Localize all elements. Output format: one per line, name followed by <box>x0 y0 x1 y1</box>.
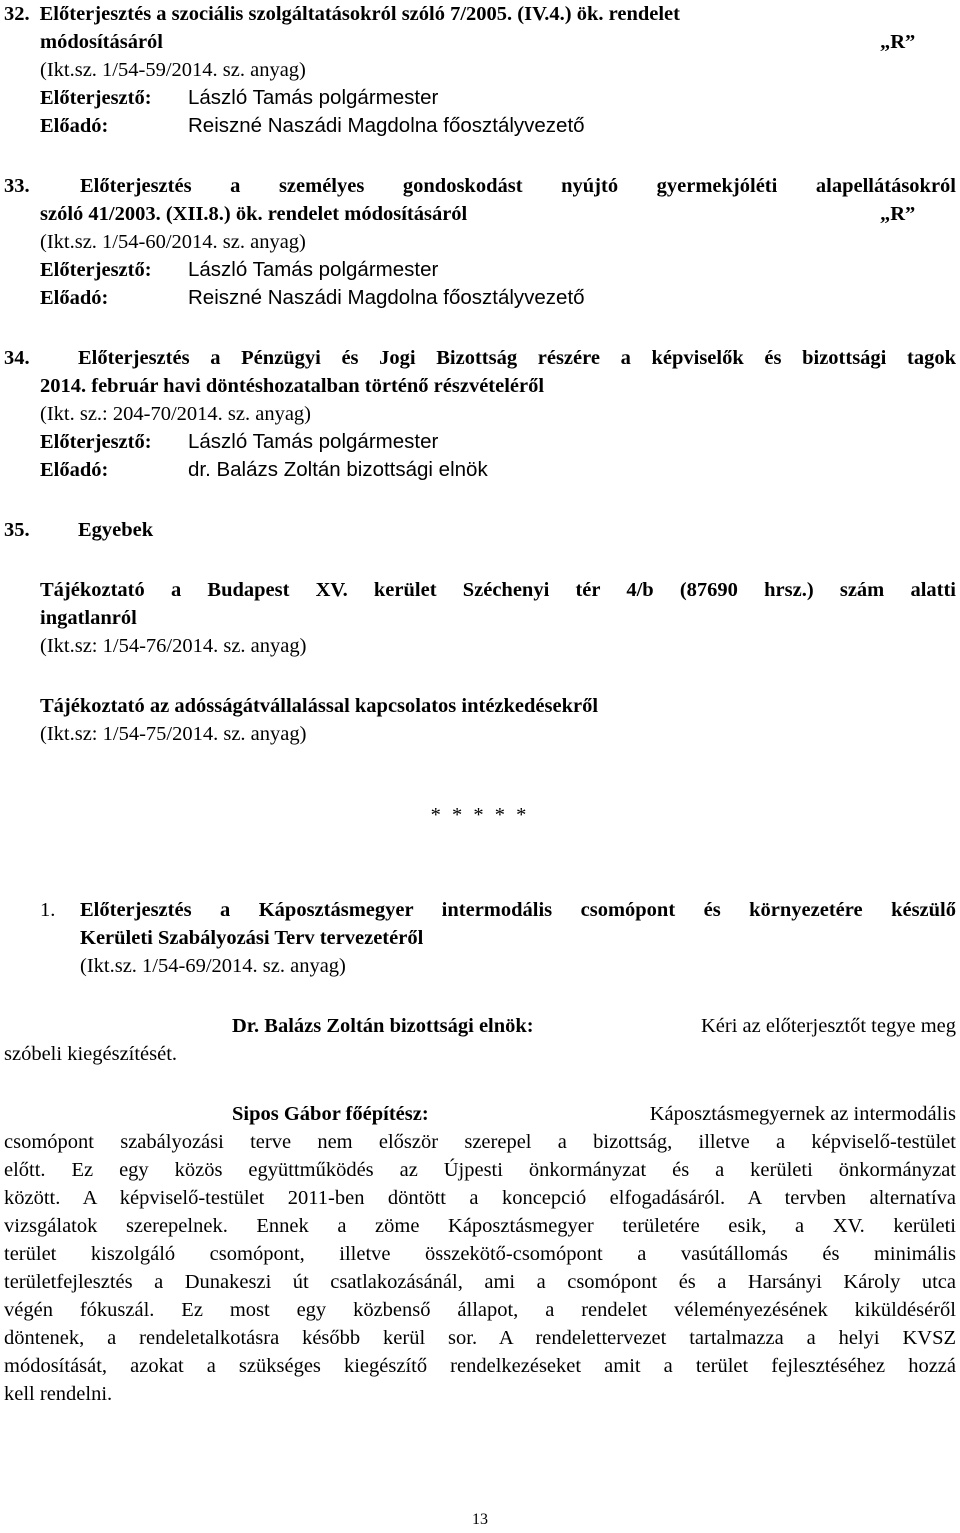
item-32-title-text: 32. <box>4 3 30 25</box>
info-2-ref: (Ikt.sz: 1/54-75/2014. sz. anyag) <box>40 723 307 745</box>
speaker-name: Reiszné Naszádi Magdolna főosztályvezető <box>188 286 585 309</box>
presenter-name: László Tamás polgármester <box>188 258 439 281</box>
speaker-name: Reiszné Naszádi Magdolna főosztályvezető <box>188 114 585 137</box>
item-33-title-line2: szóló 41/2003. (XII.8.) ök. rendelet módosításáról <box>40 203 468 225</box>
item-33-presenter <box>40 256 438 284</box>
item-32-speaker <box>40 112 585 140</box>
speech-2-body-line: vizsgálatok szerepelnek. Ennek a zöme Káposztásmegyer területére esik, a XV. kerületi <box>4 1215 956 1237</box>
section-1-number: 1. <box>40 899 56 921</box>
item-34-title-text: Előterjesztés a Pénzügyi és Jogi Bizottság részére a képviselők és bizottsági tagok <box>78 347 956 369</box>
page-number: 13 <box>472 1511 488 1528</box>
item-33-speaker <box>40 284 585 312</box>
item-34-speaker <box>40 456 488 484</box>
item-34-presenter <box>40 428 438 456</box>
item-35-title: Egyebek <box>78 519 154 541</box>
item-35-number: 35. <box>4 519 30 541</box>
section-1-title-line2: Kerületi Szabályozási Terv tervezetéről <box>80 927 424 949</box>
item-34-number: 34. <box>4 347 30 369</box>
speaker-name: dr. Balázs Zoltán bizottsági elnök <box>188 458 488 481</box>
item-32-title-line1 <box>4 0 956 28</box>
speech-1-line2: szóbeli kiegészítését. <box>4 1043 178 1065</box>
item-32-ref: (Ikt.sz. 1/54-59/2014. sz. anyag) <box>40 59 306 81</box>
item-33-mark: „R” <box>880 203 916 225</box>
item-34-title-line2: 2014. február havi döntéshozatalban történő részvételéről <box>40 375 545 397</box>
section-1-ref: (Ikt.sz. 1/54-69/2014. sz. anyag) <box>80 955 346 977</box>
speech-1-speaker: Dr. Balázs Zoltán bizottsági elnök: <box>232 1015 534 1037</box>
item-33-title-line1 <box>80 172 956 200</box>
presenter-name: László Tamás polgármester <box>188 86 439 109</box>
speech-1-text: Kéri az előterjesztőt tegye meg <box>701 1015 956 1037</box>
section-1-title-line1 <box>80 896 956 924</box>
presenter-label: Előterjesztő: <box>40 87 152 109</box>
speech-2-body-line: döntenek, a rendeletalkotásra később kerül sor. A rendelettervezet tartalmazza a helyi KVSZ <box>4 1327 956 1349</box>
speech-2-line1 <box>232 1100 956 1128</box>
item-32-title-body: Előterjesztés a szociális szolgáltatásokról szóló 7/2005. (IV.4.) ök. rendelet <box>39 3 680 25</box>
speech-1-line1 <box>232 1012 956 1040</box>
presenter-name: László Tamás polgármester <box>188 430 439 453</box>
speech-2-body-line: módosítását, azokat a szükséges kiegészítő rendelkezéseket amit a terület fejlesztéséhez hozzá <box>4 1355 956 1377</box>
speech-2-speaker: Sipos Gábor főépítész: <box>232 1103 429 1125</box>
speech-2-body-line: előtt. Ez egy közös együttműködés az Újpesti önkormányzat és a kerületi önkormányzat <box>4 1159 956 1181</box>
info-1-title-text: Tájékoztató a Budapest XV. kerület Széchenyi tér 4/b (87690 hrsz.) szám alatti <box>40 579 956 601</box>
item-33-title-text: Előterjesztés a személyes gondoskodást nyújtó gyermekjóléti alapellátásokról <box>80 175 956 197</box>
info-1-title-line1 <box>40 576 956 604</box>
item-34-ref: (Ikt. sz.: 204-70/2014. sz. anyag) <box>40 403 311 425</box>
item-32-mark: „R” <box>880 31 916 53</box>
speaker-label: Előadó: <box>40 459 109 481</box>
speech-2-text: Káposztásmegyernek az intermodális <box>649 1103 956 1125</box>
speech-2-body-line: csomópont szabályozási terve nem először szerepel a bizottság, illetve a képviselő-testület <box>4 1131 956 1153</box>
item-32-title-line2: módosításáról <box>40 31 163 53</box>
info-2-title: Tájékoztató az adósságátvállalással kapcsolatos intézkedésekről <box>40 695 599 717</box>
section-separator: * * * * * <box>430 804 530 826</box>
item-33-ref: (Ikt.sz. 1/54-60/2014. sz. anyag) <box>40 231 306 253</box>
presenter-label: Előterjesztő: <box>40 259 152 281</box>
presenter-label: Előterjesztő: <box>40 431 152 453</box>
speech-2-body-line: végén fókuszál. Ez most egy közbenső állapot, a rendelet véleményezésének kiküldéséről <box>4 1299 956 1321</box>
speech-2-body-line: között. A képviselő-testület 2011-ben döntött a koncepció elfogadásáról. A tervben alternatíva <box>4 1187 956 1209</box>
info-1-title-line2: ingatlanról <box>40 607 137 629</box>
speaker-label: Előadó: <box>40 115 109 137</box>
speaker-label: Előadó: <box>40 287 109 309</box>
speech-2-body-line: terület kiszolgáló csomópont, illetve összekötő-csomópont a vasútállomás és minimális <box>4 1243 956 1265</box>
speech-2-last-line: kell rendelni. <box>4 1383 113 1405</box>
section-1-title-text: Előterjesztés a Káposztásmegyer intermodális csomópont és környezetére készülő <box>80 899 956 921</box>
speech-2-body-line: területfejlesztés a Dunakeszi út csatlakozásánál, ami a csomópont és a Harsányi Károly utca <box>4 1271 956 1293</box>
item-32-presenter <box>40 84 438 112</box>
item-33-number: 33. <box>4 175 30 197</box>
item-34-title-line1 <box>78 344 956 372</box>
info-1-ref: (Ikt.sz: 1/54-76/2014. sz. anyag) <box>40 635 307 657</box>
